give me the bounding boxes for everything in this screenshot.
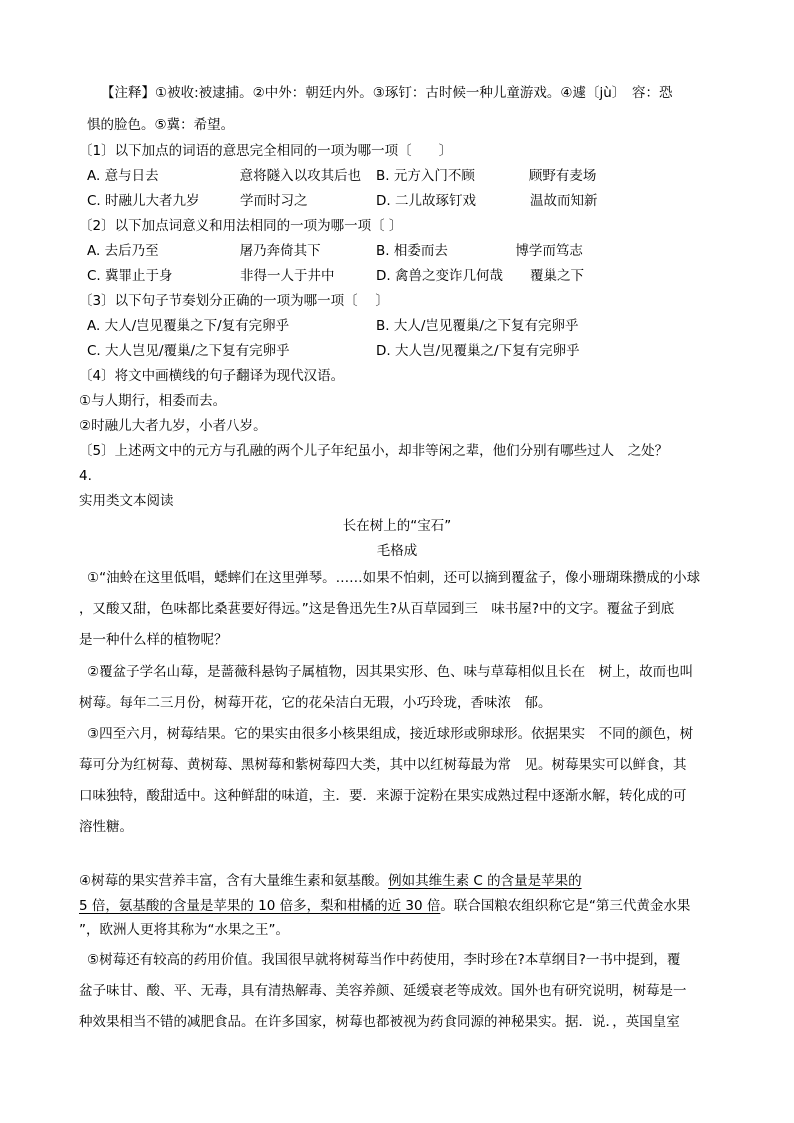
q2-option-b: B. 相委而去 博学而笃志 — [376, 243, 583, 259]
question-1-stem: 〔1〕以下加点的词语的意思完全相同的一项为哪一项〔 〕 — [79, 143, 453, 159]
paragraph-2-line: 树莓。每年二三月份，树莓开花，它的花朵洁白无瑕，小巧玲珑，香味浓 郁。 — [79, 695, 552, 711]
paragraph-4-text: ④树莓的果实营养丰富，含有大量维生素和氨基酸。 — [79, 873, 389, 889]
q1-option-b: B. 元方入门不顾 顾野有麦场 — [376, 168, 597, 184]
section-type: 实用类文本阅读 — [79, 493, 174, 509]
q1-option-a: A. 意与日去 意将隧入以攻其后也 — [87, 168, 362, 184]
paragraph-3-line: 口味独特，酸甜适中。这种鲜甜的味道，主．要．来源于淀粉在果实成熟过程中逐渐水解，转化成的可 — [79, 788, 687, 804]
question-3-stem: 〔3〕以下句子节奏划分正确的一项为哪一项〔 〕 — [79, 293, 389, 309]
q3-option-b: B. 大人/岂见覆巢/之下复有完卵乎 — [376, 318, 579, 334]
paragraph-5-line: 盆子味甘、酸、平、无毒，具有清热解毒、美容养颜、延缓衰老等成效。国外也有研究说明，树莓是一 — [79, 983, 687, 999]
q2-option-a: A. 去后乃至 屠乃奔倚其下 — [87, 243, 321, 259]
q2-option-d: D. 禽兽之变诈几何哉 覆巢之下 — [376, 268, 584, 284]
q2-option-c: C. 冀罪止于身 非得一人于井中 — [87, 268, 335, 284]
q1-option-d: D. 二儿故琢钉戏 温故而知新 — [376, 193, 598, 209]
paragraph-1-line: 是一种什么样的植物呢？ — [79, 632, 228, 648]
question-4-stem: 〔4〕将文中画横线的句子翻译为现代汉语。 — [79, 368, 345, 384]
paragraph-5-line: ⑤树莓还有较高的药用价值。我国很早就将树莓当作中药使用，李时珍在?本草纲目?一书中提到，覆 — [87, 952, 681, 968]
q3-option-c: C. 大人岂见/覆巢/之下复有完卵乎 — [87, 343, 290, 359]
q3-option-a: A. 大人/岂见覆巢之下/复有完卵乎 — [87, 318, 290, 334]
paragraph-4-line-3: ”，欧洲人更将其称为“水果之王”。 — [79, 922, 289, 938]
paragraph-3-line: 溶性糖。 — [79, 819, 133, 835]
underlined-sentence: 例如其维生素 C 的含量是苹果的 — [388, 873, 582, 889]
article-author: 毛格成 — [376, 543, 418, 559]
paragraph-5-line: 种效果相当不错的减肥食品。在许多国家，树莓也都被视为药食同源的神秘果实。据．说．，英国皇室 — [79, 1014, 680, 1030]
paragraph-4-text: 。联合国粮农组织称它是“第三代黄金水果 — [440, 898, 691, 914]
paragraph-2-line: ②覆盆子学名山莓，是蔷薇科悬钩子属植物，因其果实形、色、味与草莓相似且长在 树上，故而也叫 — [87, 664, 694, 680]
q1-option-c: C. 时融儿大者九岁 学而时习之 — [87, 193, 308, 209]
question-2-stem: 〔2〕以下加点词意义和用法相同的一项为哪一项〔 〕 — [79, 218, 403, 234]
section-number: 4. — [79, 468, 92, 484]
q4-sentence-2: ②时融儿大者九岁，小者八岁。 — [79, 418, 267, 434]
note-line-2: 惧的脸色。⑤冀：希望。 — [87, 117, 235, 133]
question-5-stem: 〔5〕上述两文中的元方与孔融的两个儿子年纪虽小，却非等闲之辈，他们分别有哪些过人 之处？ — [79, 443, 669, 459]
q3-option-d: D. 大人岂/见覆巢之/下复有完卵乎 — [376, 343, 580, 359]
article-title: 长在树上的“宝石” — [342, 518, 452, 534]
paragraph-3-line: ③四至六月，树莓结果。它的果实由很多小核果组成，接近球形或卵球形。依据果实 不同的颜色，树 — [87, 726, 694, 742]
paragraph-4-line-2 — [79, 897, 690, 915]
paragraph-1-line: ①“油蛉在这里低唱，蟋蟀们在这里弹琴。……如果不怕刺，还可以摘到覆盆子，像小珊瑚珠攒成的小球 — [87, 570, 701, 586]
paragraph-1-line: ，又酸又甜，色味都比桑葚要好得远。”这是鲁迅先生?从百草园到三 味书屋?中的文字。覆盆子到底 — [79, 601, 675, 617]
paragraph-3-line: 莓可分为红树莓、黄树莓、黑树莓和紫树莓四大类，其中以红树莓最为常 见。树莓果实可以鲜食，其 — [79, 757, 687, 773]
q4-sentence-1: ①与人期行，相委而去。 — [79, 393, 227, 409]
paragraph-4-line-1 — [79, 872, 582, 890]
underlined-sentence: 5 倍，氨基酸的含量是苹果的 10 倍多，梨和柑橘的近 30 倍 — [79, 898, 441, 914]
note-line-1: 【注释】①被收:被逮捕。②中外：朝廷内外。③琢钉：古时候一种儿童游戏。④遽〔jù〕 容：恐 — [101, 85, 673, 101]
